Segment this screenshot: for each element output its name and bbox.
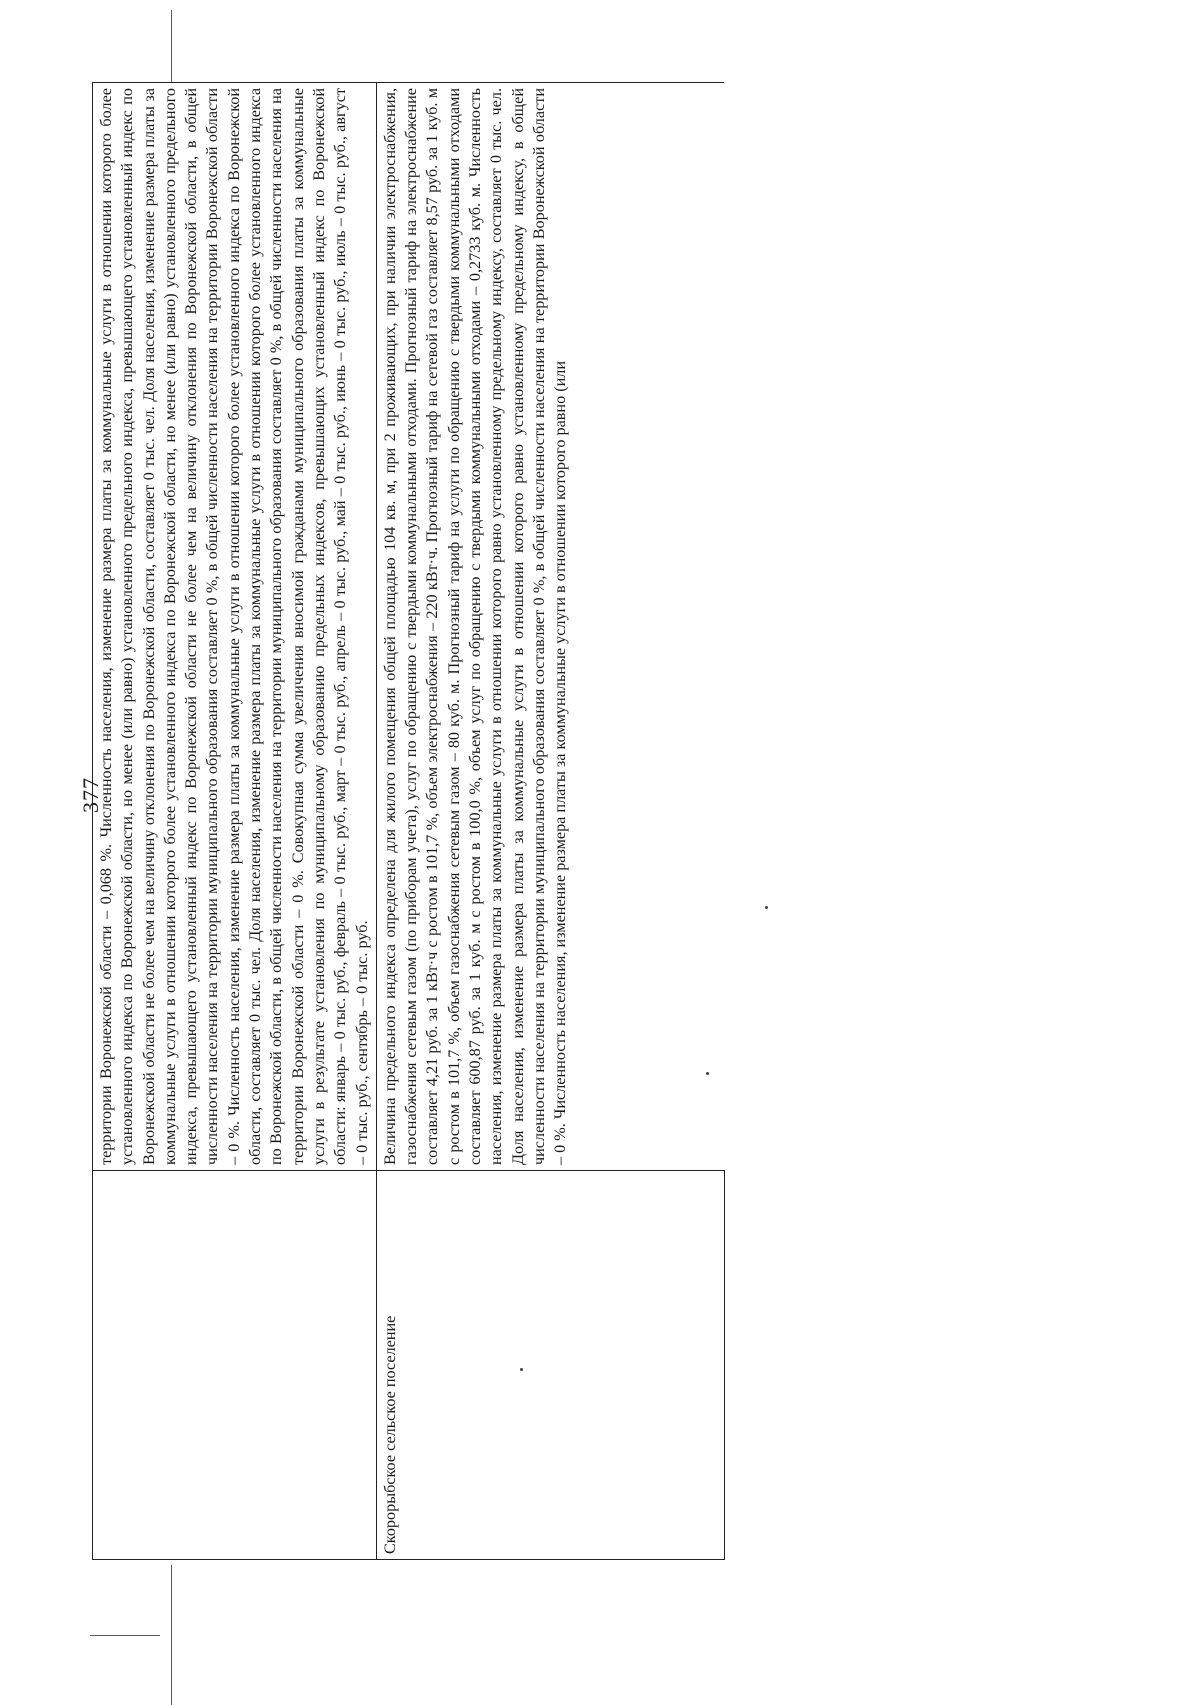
page-number: 377 <box>78 777 103 813</box>
scan-speck <box>765 906 768 909</box>
municipality-name-cell: Скорорыбское сельское поселение <box>376 1171 724 1560</box>
scan-edge-line-horizontal <box>90 1635 160 1636</box>
rotated-table-container <box>92 82 722 1560</box>
scan-edge-line-bottom <box>171 1565 172 1705</box>
municipality-index-table <box>92 82 725 1560</box>
table-row <box>93 83 377 1560</box>
index-description-cell: Величина предельного индекса определена для жилого помещения общей площадью 104 кв. м, при 2 проживающих, при наличии электроснабжения, газоснабжения сетевым газом (по приборам учета), услуг по обращению с твердыми коммунальными отходами. Прогнозный тариф на электроснабжение составляет 4,21 руб. за 1 кВт·ч с ростом в 101,7 %, объем электроснабжения – 220 кВт·ч. Прогнозный тариф на сетевой газ составляет 8,57 руб. за 1 куб. м с ростом в 101,7 %, объем газоснабжения сетевым газом – 80 куб. м. Прогнозный тариф на услуги по обращению с твердыми коммунальными отходами составляет 600,87 руб. за 1 куб. м с ростом в 100,0 %, объем услуг по обращению с твердыми коммунальными отходами – 0,2733 куб. м. Численность населения, изменение размера платы за коммунальные услуги в отношении которого равно установленному предельному индексу, составляет 0 тыс. чел. Доля населения, изменение размера платы за коммунальные услуги в отношении которого равно установленному предельному индексу, в общей численности населения на территории муниципального образования составляет 0 %, в общей численности населения на территории Воронежской области – 0 %. Численность населения, изменение размера платы за коммунальные услуги в отношении которого равно (или <box>376 83 724 1171</box>
index-description-cell: территории Воронежской области – 0,068 %. Численность населения, изменение размера платы за коммунальные услуги в отношении которого более установленного индекса по Воронежской области, но менее (или равно) установленного предельного индекса, превышающего установленный индекс по Воронежской области не более чем на величину отклонения по Воронежской области, составляет 0 тыс. чел. Доля населения, изменение размера платы за коммунальные услуги в отношении которого более установленного индекса по Воронежской области, но менее (или равно) установленного предельного индекса, превышающего установленный индекс по Воронежской области не более чем на величину отклонения по Воронежской области, в общей численности населения на территории муниципального образования составляет 0 %, в общей численности населения на территории Воронежской области – 0 %. Численность населения, изменение размера платы за коммунальные услуги в отношении которого более установленного индекса по Воронежской области, составляет 0 тыс. чел. Доля населения, изменение размера платы за коммунальные услуги в отношении которого более установленного индекса по Воронежской области, в общей численности населения на территории муниципального образования составляет 0 %, в общей численности населения на территории Воронежской области – 0 %. Совокупная сумма увеличения вносимой гражданами муниципального образования платы за коммунальные услуги в результате установления по муниципальному образованию предельных индексов, превышающих установленный индекс по Воронежской области: январь – 0 тыс. руб., февраль – 0 тыс. руб., март – 0 тыс. руб., апрель – 0 тыс. руб., май – 0 тыс. руб., июнь – 0 тыс. руб., июль – 0 тыс. руб., август – 0 тыс. руб., сентябрь – 0 тыс. руб. <box>93 83 377 1171</box>
scan-edge-line-top <box>171 10 172 82</box>
municipality-name-cell <box>93 1171 377 1560</box>
table-row <box>376 83 724 1560</box>
